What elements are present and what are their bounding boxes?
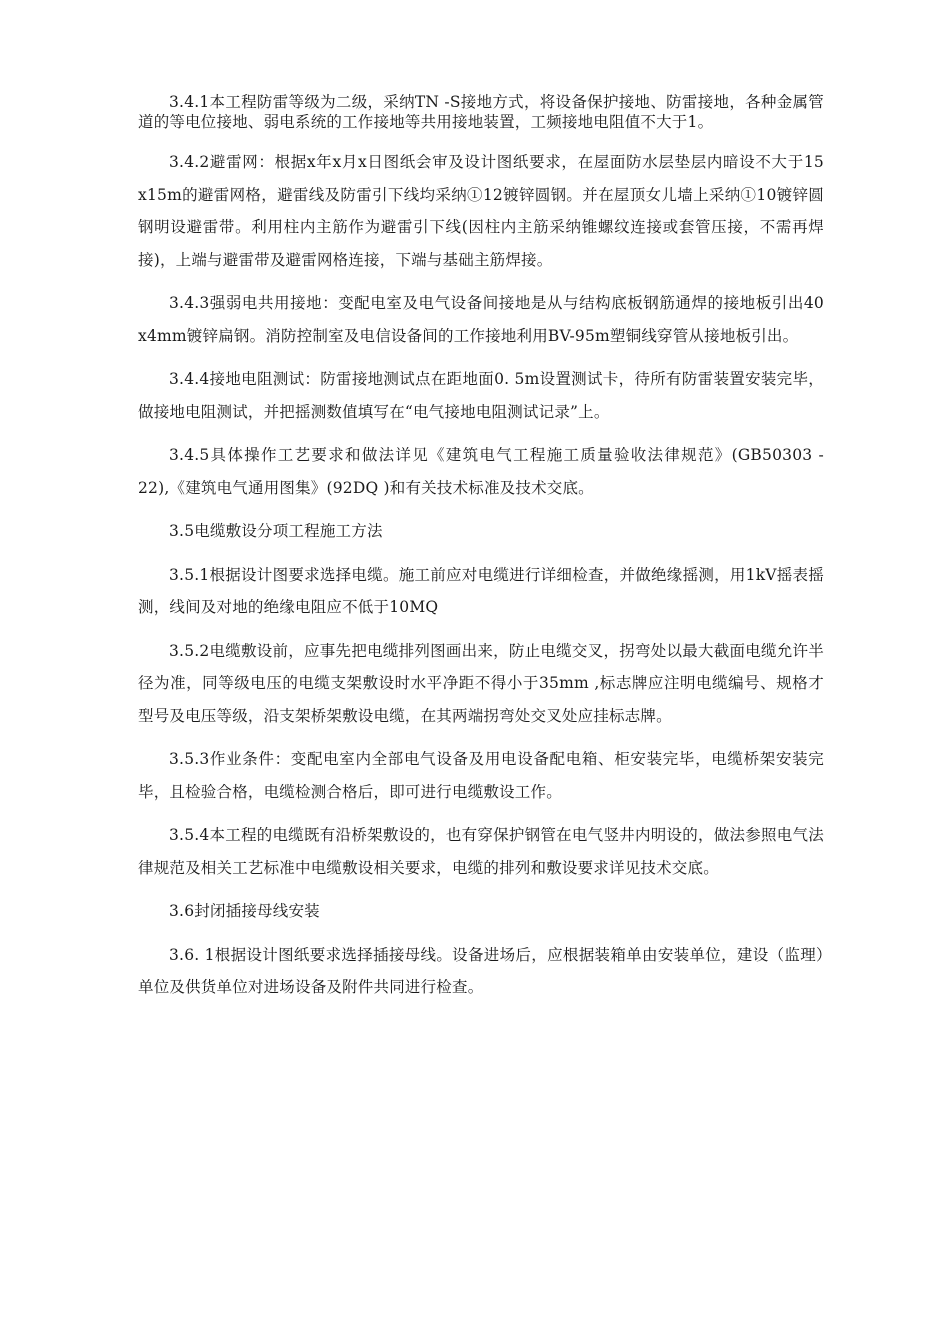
paragraph-3-4-5: 3.4.5具体操作工艺要求和做法详见《建筑电气工程施工质量验收法律规范》(GB50303 - 22),《建筑电气通用图集》(92DQ )和有关技术标准及技术交底。 — [138, 446, 824, 497]
paragraph-3-4-1: 3.4.1本工程防雷等级为二级，采纳TN -S接地方式，将设备保护接地、防雷接地，各种金属管道的等电位接地、弱电系统的工作接地等共用接地装置，工频接地电阻值不大于1。 — [138, 93, 824, 131]
paragraph-3-5-4: 3.5.4本工程的电缆既有沿桥架敷设的，也有穿保护钢管在电气竖井内明设的，做法参照电气法律规范及相关工艺标准中电缆敷设相关要求，电缆的排列和敷设要求详见技术交底。 — [138, 826, 824, 877]
document-page — [138, 92, 824, 1015]
paragraph-3-4-2: 3.4.2避雷网：根据x年x月x日图纸会审及设计图纸要求，在屋面防水层垫层内暗设不大于15 x15m的避雷网格，避雷线及防雷引下线均采纳①12镀锌圆钢。并在屋顶女儿墙上采纳①10镀锌圆钢明设避雷带。利用柱内主筋作为避雷引下线(因柱内主筋采纳锥螺纹连接或套管压接，不需再焊接)，上端与避雷带及避雷网格连接，下端与基础主筋焊接。 — [138, 153, 824, 269]
paragraph-3-6-1: 3.6. 1根据设计图纸要求选择插接母线。设备进场后，应根据装箱单由安装单位，建设（监理）单位及供货单位对进场设备及附件共同进行检查。 — [138, 945, 824, 996]
paragraph-3-5-2: 3.5.2电缆敷设前，应事先把电缆排列图画出来，防止电缆交叉，拐弯处以最大截面电缆允许半径为准，同等级电压的电缆支架敷设时水平净距不得小于35mm ,标志牌应注明电缆编号、规格才型号及电压等级，沿支架桥架敷设电缆，在其两端拐弯处交叉处应挂标志牌。 — [138, 641, 824, 725]
section-heading-3-5: 3.5电缆敷设分项工程施工方法 — [169, 522, 383, 540]
paragraph-3-4-3: 3.4.3强弱电共用接地：变配电室及电气设备间接地是从与结构底板钢筋通焊的接地板引出40 x4mm镀锌扁钢。消防控制室及电信设备间的工作接地利用BV-95m塑铜线穿管从接地板引出。 — [138, 294, 824, 345]
section-heading-3-6: 3.6封闭插接母线安装 — [169, 902, 320, 920]
paragraph-3-5-3: 3.5.3作业条件：变配电室内全部电气设备及用电设备配电箱、柜安装完毕，电缆桥架安装完毕，且检验合格，电缆检测合格后，即可进行电缆敷设工作。 — [138, 750, 824, 801]
paragraph-3-4-4: 3.4.4接地电阻测试：防雷接地测试点在距地面0. 5m设置测试卡，待所有防雷装置安装完毕，做接地电阻测试，并把摇测数值填写在“电气接地电阻测试记录”上。 — [138, 370, 824, 421]
paragraph-3-5-1: 3.5.1根据设计图要求选择电缆。施工前应对电缆进行详细检查，并做绝缘摇测，用1kV摇表摇测，线间及对地的绝缘电阻应不低于10MQ — [138, 565, 824, 616]
